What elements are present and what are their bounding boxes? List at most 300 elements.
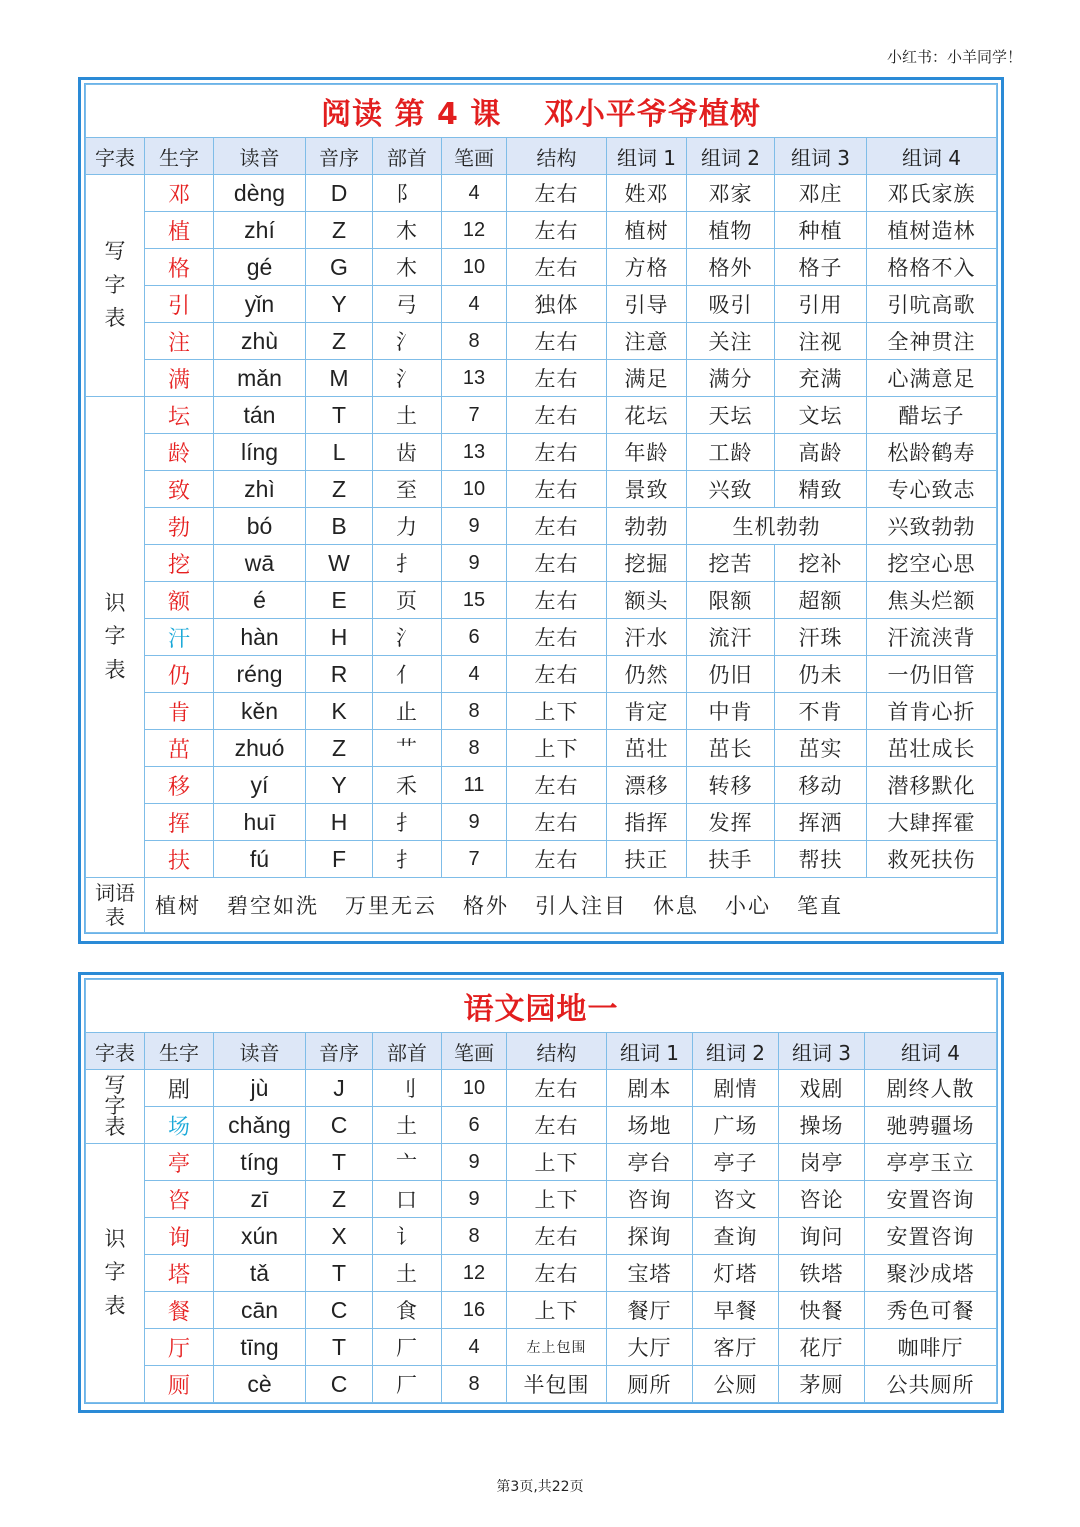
word-cell: 关注 [687, 323, 775, 360]
initial-cell: C [306, 1107, 373, 1144]
table-row [86, 656, 997, 693]
column-header: 组词 1 [607, 138, 687, 175]
table-row [86, 1070, 997, 1107]
word-cell: 亭亭玉立 [865, 1144, 997, 1181]
word-cell: 挥洒 [775, 804, 867, 841]
stroke-count-cell: 9 [442, 508, 507, 545]
vocab-word: 格外 [463, 894, 509, 918]
radical-cell: 氵 [373, 323, 442, 360]
word-cell: 引导 [607, 286, 687, 323]
structure-cell: 左右 [507, 175, 607, 212]
vocab-word: 引人注目 [535, 894, 627, 918]
stroke-count-cell: 16 [442, 1292, 507, 1329]
structure-cell: 左右 [507, 656, 607, 693]
character-cell: 厕 [145, 1366, 214, 1403]
word-cell: 安置咨询 [865, 1218, 997, 1255]
word-cell: 扶正 [607, 841, 687, 878]
structure-cell: 左右 [507, 841, 607, 878]
character-cell: 茁 [145, 730, 214, 767]
table-row [86, 1329, 997, 1366]
word-cell: 挖苦 [687, 545, 775, 582]
word-cell: 不肯 [775, 693, 867, 730]
table-row [86, 1144, 997, 1181]
column-header: 读音 [214, 1033, 306, 1070]
word-cell: 剧终人散 [865, 1070, 997, 1107]
radical-cell: 口 [373, 1181, 442, 1218]
column-header: 部首 [373, 138, 442, 175]
radical-cell: 木 [373, 249, 442, 286]
word-cell: 松龄鹤寿 [867, 434, 997, 471]
stroke-count-cell: 10 [442, 471, 507, 508]
table-row [86, 249, 997, 286]
table-row [86, 434, 997, 471]
table-row [86, 1292, 997, 1329]
stroke-count-cell: 9 [442, 1181, 507, 1218]
radical-cell: 氵 [373, 360, 442, 397]
word-cell: 景致 [607, 471, 687, 508]
pinyin-cell: yǐn [214, 286, 306, 323]
garden-card [78, 972, 1004, 1413]
word-cell: 满分 [687, 360, 775, 397]
structure-cell: 左右 [507, 360, 607, 397]
stroke-count-cell: 9 [442, 545, 507, 582]
pinyin-cell: mǎn [214, 360, 306, 397]
initial-cell: B [306, 508, 373, 545]
structure-cell: 左右 [507, 397, 607, 434]
table-row [86, 397, 997, 434]
word-cell: 汗珠 [775, 619, 867, 656]
column-header: 字表 [86, 138, 145, 175]
word-cell: 潜移默化 [867, 767, 997, 804]
stroke-count-cell: 10 [442, 1070, 507, 1107]
vocab-list [145, 878, 997, 933]
pinyin-cell: tíng [214, 1144, 306, 1181]
stroke-count-cell: 6 [442, 619, 507, 656]
column-header: 字表 [86, 1033, 145, 1070]
word-cell: 公共厕所 [865, 1366, 997, 1403]
character-cell: 致 [145, 471, 214, 508]
initial-cell: C [306, 1366, 373, 1403]
stroke-count-cell: 4 [442, 656, 507, 693]
word-cell: 邓庄 [775, 175, 867, 212]
word-cell: 宝塔 [607, 1255, 693, 1292]
word-cell: 茁实 [775, 730, 867, 767]
column-header: 生字 [145, 138, 214, 175]
radical-cell: 至 [373, 471, 442, 508]
pinyin-cell: gé [214, 249, 306, 286]
table-row [86, 360, 997, 397]
radical-cell: 阝 [373, 175, 442, 212]
character-cell: 额 [145, 582, 214, 619]
initial-cell: D [306, 175, 373, 212]
pinyin-cell: chǎng [214, 1107, 306, 1144]
pinyin-cell: hàn [214, 619, 306, 656]
pinyin-cell: zhí [214, 212, 306, 249]
pinyin-cell: tán [214, 397, 306, 434]
character-cell: 汗 [145, 619, 214, 656]
header-row [86, 1033, 997, 1070]
table-row [86, 175, 997, 212]
vocab-word: 小心 [725, 894, 771, 918]
word-cell: 工龄 [687, 434, 775, 471]
character-cell: 坛 [145, 397, 214, 434]
column-header: 笔画 [442, 138, 507, 175]
word-cell: 兴致 [687, 471, 775, 508]
initial-cell: C [306, 1292, 373, 1329]
structure-cell: 左右 [507, 804, 607, 841]
table-row [86, 1107, 997, 1144]
table-row [86, 323, 997, 360]
word-cell: 邓氏家族 [867, 175, 997, 212]
initial-cell: Z [306, 730, 373, 767]
word-cell: 茁壮 [607, 730, 687, 767]
word-cell: 灯塔 [693, 1255, 779, 1292]
structure-cell: 左右 [507, 1107, 607, 1144]
word-cell: 咖啡厅 [865, 1329, 997, 1366]
radical-cell: 齿 [373, 434, 442, 471]
column-header: 部首 [373, 1033, 442, 1070]
stroke-count-cell: 4 [442, 1329, 507, 1366]
character-cell: 邓 [145, 175, 214, 212]
radical-cell: 亠 [373, 1144, 442, 1181]
stroke-count-cell: 10 [442, 249, 507, 286]
radical-cell: 扌 [373, 841, 442, 878]
column-header: 笔画 [442, 1033, 507, 1070]
stroke-count-cell: 8 [442, 730, 507, 767]
structure-cell: 左右 [507, 1255, 607, 1292]
word-cell: 醋坛子 [867, 397, 997, 434]
initial-cell: J [306, 1070, 373, 1107]
stroke-count-cell: 6 [442, 1107, 507, 1144]
initial-cell: Y [306, 767, 373, 804]
word-cell: 茅厕 [779, 1366, 865, 1403]
initial-cell: R [306, 656, 373, 693]
character-cell: 勃 [145, 508, 214, 545]
stroke-count-cell: 8 [442, 323, 507, 360]
word-cell: 精致 [775, 471, 867, 508]
word-cell: 发挥 [687, 804, 775, 841]
character-cell: 剧 [145, 1070, 214, 1107]
word-cell: 流汗 [687, 619, 775, 656]
word-cell: 救死扶伤 [867, 841, 997, 878]
write-table-label: 写 字 表 [86, 1070, 145, 1144]
page-footer: 第3页,共22页 [496, 1479, 584, 1495]
pinyin-cell: kěn [214, 693, 306, 730]
stroke-count-cell: 11 [442, 767, 507, 804]
garden-title: 语文园地一 [86, 980, 997, 1033]
word-cell: 剧本 [607, 1070, 693, 1107]
word-cell: 公厕 [693, 1366, 779, 1403]
word-cell: 格子 [775, 249, 867, 286]
character-cell: 格 [145, 249, 214, 286]
structure-cell: 左右 [507, 249, 607, 286]
word-cell: 挖补 [775, 545, 867, 582]
structure-cell: 独体 [507, 286, 607, 323]
pinyin-cell: tǎ [214, 1255, 306, 1292]
word-cell: 格格不入 [867, 249, 997, 286]
word-cell: 引吭高歌 [867, 286, 997, 323]
radical-cell: 讠 [373, 1218, 442, 1255]
structure-cell: 左右 [507, 212, 607, 249]
pinyin-cell: yí [214, 767, 306, 804]
word-cell: 咨文 [693, 1181, 779, 1218]
pinyin-cell: xún [214, 1218, 306, 1255]
character-cell: 询 [145, 1218, 214, 1255]
word-cell: 咨论 [779, 1181, 865, 1218]
table-row [86, 804, 997, 841]
column-header: 音序 [306, 1033, 373, 1070]
character-cell: 引 [145, 286, 214, 323]
structure-cell: 左右 [507, 767, 607, 804]
word-cell: 勃勃 [607, 508, 687, 545]
pinyin-cell: huī [214, 804, 306, 841]
word-cell: 仍未 [775, 656, 867, 693]
structure-cell: 上下 [507, 693, 607, 730]
word-cell: 早餐 [693, 1292, 779, 1329]
character-cell: 挥 [145, 804, 214, 841]
stroke-count-cell: 8 [442, 1218, 507, 1255]
radical-cell: 页 [373, 582, 442, 619]
table-row [86, 471, 997, 508]
table-row [86, 767, 997, 804]
initial-cell: T [306, 1144, 373, 1181]
character-cell: 场 [145, 1107, 214, 1144]
word-cell: 方格 [607, 249, 687, 286]
pinyin-cell: líng [214, 434, 306, 471]
initial-cell: X [306, 1218, 373, 1255]
structure-cell: 半包围 [507, 1366, 607, 1403]
character-cell: 咨 [145, 1181, 214, 1218]
table-row [86, 1255, 997, 1292]
word-cell: 戏剧 [779, 1070, 865, 1107]
column-header: 音序 [306, 138, 373, 175]
table-row [86, 545, 997, 582]
pinyin-cell: réng [214, 656, 306, 693]
word-cell: 咨询 [607, 1181, 693, 1218]
stroke-count-cell: 9 [442, 804, 507, 841]
word-cell: 探询 [607, 1218, 693, 1255]
initial-cell: Z [306, 471, 373, 508]
structure-cell: 左右 [507, 1070, 607, 1107]
initial-cell: E [306, 582, 373, 619]
word-cell: 仍旧 [687, 656, 775, 693]
character-cell: 注 [145, 323, 214, 360]
word-cell: 铁塔 [779, 1255, 865, 1292]
word-cell: 引用 [775, 286, 867, 323]
pinyin-cell: cān [214, 1292, 306, 1329]
word-cell: 驰骋疆场 [865, 1107, 997, 1144]
word-cell: 剧情 [693, 1070, 779, 1107]
pinyin-cell: cè [214, 1366, 306, 1403]
initial-cell: W [306, 545, 373, 582]
structure-cell: 左右 [507, 582, 607, 619]
radical-cell: 艹 [373, 730, 442, 767]
lesson-title: 阅读 第 4 课 邓小平爷爷植树 [86, 85, 997, 138]
character-cell: 挖 [145, 545, 214, 582]
table-row [86, 212, 997, 249]
word-cell: 花坛 [607, 397, 687, 434]
word-cell: 挖空心思 [867, 545, 997, 582]
initial-cell: M [306, 360, 373, 397]
structure-cell: 左右 [507, 619, 607, 656]
stroke-count-cell: 8 [442, 693, 507, 730]
initial-cell: Z [306, 212, 373, 249]
word-cell: 大厅 [607, 1329, 693, 1366]
stroke-count-cell: 12 [442, 1255, 507, 1292]
vocab-row [86, 878, 997, 933]
character-cell: 肯 [145, 693, 214, 730]
character-cell: 扶 [145, 841, 214, 878]
column-header: 组词 2 [693, 1033, 779, 1070]
pinyin-cell: tīng [214, 1329, 306, 1366]
word-cell: 扶手 [687, 841, 775, 878]
column-header: 组词 4 [867, 138, 997, 175]
word-cell: 汗水 [607, 619, 687, 656]
initial-cell: Z [306, 1181, 373, 1218]
word-cell: 秀色可餐 [865, 1292, 997, 1329]
structure-cell: 上下 [507, 1181, 607, 1218]
word-cell: 客厅 [693, 1329, 779, 1366]
structure-cell: 上下 [507, 730, 607, 767]
word-cell: 亭台 [607, 1144, 693, 1181]
character-cell: 厅 [145, 1329, 214, 1366]
write-table-label: 写 字 表 [86, 175, 145, 397]
character-cell: 植 [145, 212, 214, 249]
column-header: 结构 [507, 1033, 607, 1070]
word-cell: 汗流浃背 [867, 619, 997, 656]
word-cell: 满足 [607, 360, 687, 397]
column-header: 组词 3 [779, 1033, 865, 1070]
table-row [86, 730, 997, 767]
vocab-word: 万里无云 [345, 894, 437, 918]
word-cell: 指挥 [607, 804, 687, 841]
pinyin-cell: zhù [214, 323, 306, 360]
pinyin-cell: dèng [214, 175, 306, 212]
word-cell: 厕所 [607, 1366, 693, 1403]
character-cell: 满 [145, 360, 214, 397]
word-cell: 查询 [693, 1218, 779, 1255]
stroke-count-cell: 4 [442, 286, 507, 323]
word-cell: 一仍旧管 [867, 656, 997, 693]
character-cell: 餐 [145, 1292, 214, 1329]
initial-cell: T [306, 1255, 373, 1292]
structure-cell: 左右 [507, 545, 607, 582]
word-cell: 专心致志 [867, 471, 997, 508]
lesson-card [78, 77, 1004, 944]
word-cell: 植树造林 [867, 212, 997, 249]
word-cell: 岗亭 [779, 1144, 865, 1181]
radical-cell: 土 [373, 397, 442, 434]
word-cell: 仍然 [607, 656, 687, 693]
radical-cell: 弓 [373, 286, 442, 323]
radical-cell: 扌 [373, 545, 442, 582]
structure-cell: 左右 [507, 323, 607, 360]
radical-cell: 止 [373, 693, 442, 730]
column-header: 组词 2 [687, 138, 775, 175]
pinyin-cell: zhuó [214, 730, 306, 767]
radical-cell: 木 [373, 212, 442, 249]
word-cell: 注视 [775, 323, 867, 360]
initial-cell: Z [306, 323, 373, 360]
pinyin-cell: jù [214, 1070, 306, 1107]
word-cell: 姓邓 [607, 175, 687, 212]
lesson-table [85, 84, 997, 933]
word-cell: 首肯心折 [867, 693, 997, 730]
word-cell: 花厅 [779, 1329, 865, 1366]
word-cell: 中肯 [687, 693, 775, 730]
stroke-count-cell: 7 [442, 841, 507, 878]
radical-cell: 刂 [373, 1070, 442, 1107]
radical-cell: 禾 [373, 767, 442, 804]
word-cell: 额头 [607, 582, 687, 619]
word-cell: 茁壮成长 [867, 730, 997, 767]
word-cell: 大肆挥霍 [867, 804, 997, 841]
initial-cell: K [306, 693, 373, 730]
word-cell: 充满 [775, 360, 867, 397]
word-cell: 限额 [687, 582, 775, 619]
word-cell: 生机勃勃 [687, 508, 867, 545]
stroke-count-cell: 8 [442, 1366, 507, 1403]
initial-cell: G [306, 249, 373, 286]
table-row [86, 508, 997, 545]
pinyin-cell: é [214, 582, 306, 619]
word-cell: 种植 [775, 212, 867, 249]
character-cell: 亭 [145, 1144, 214, 1181]
word-cell: 吸引 [687, 286, 775, 323]
structure-cell: 左右 [507, 508, 607, 545]
word-cell: 超额 [775, 582, 867, 619]
radical-cell: 扌 [373, 804, 442, 841]
word-cell: 安置咨询 [865, 1181, 997, 1218]
vocab-word: 植树 [155, 894, 201, 918]
word-cell: 高龄 [775, 434, 867, 471]
column-header: 组词 4 [865, 1033, 997, 1070]
watermark-text: 小红书：小羊同学！ [886, 48, 1022, 66]
table-row [86, 1218, 997, 1255]
structure-cell: 左右 [507, 471, 607, 508]
table-row [86, 841, 997, 878]
initial-cell: L [306, 434, 373, 471]
pinyin-cell: wā [214, 545, 306, 582]
initial-cell: Y [306, 286, 373, 323]
stroke-count-cell: 4 [442, 175, 507, 212]
radical-cell: 厂 [373, 1329, 442, 1366]
pinyin-cell: bó [214, 508, 306, 545]
word-cell: 漂移 [607, 767, 687, 804]
word-cell: 茁长 [687, 730, 775, 767]
structure-cell: 上下 [507, 1144, 607, 1181]
word-cell: 广场 [693, 1107, 779, 1144]
radical-cell: 土 [373, 1255, 442, 1292]
word-cell: 文坛 [775, 397, 867, 434]
word-cell: 挖掘 [607, 545, 687, 582]
vocab-word: 笔直 [797, 894, 843, 918]
word-cell: 兴致勃勃 [867, 508, 997, 545]
radical-cell: 力 [373, 508, 442, 545]
structure-cell: 上下 [507, 1292, 607, 1329]
structure-cell: 左右 [507, 434, 607, 471]
table-row [86, 1181, 997, 1218]
table-row [86, 693, 997, 730]
word-cell: 亭子 [693, 1144, 779, 1181]
column-header: 读音 [214, 138, 306, 175]
word-cell: 格外 [687, 249, 775, 286]
word-cell: 心满意足 [867, 360, 997, 397]
word-cell: 邓家 [687, 175, 775, 212]
radical-cell: 土 [373, 1107, 442, 1144]
word-cell: 移动 [775, 767, 867, 804]
stroke-count-cell: 13 [442, 360, 507, 397]
